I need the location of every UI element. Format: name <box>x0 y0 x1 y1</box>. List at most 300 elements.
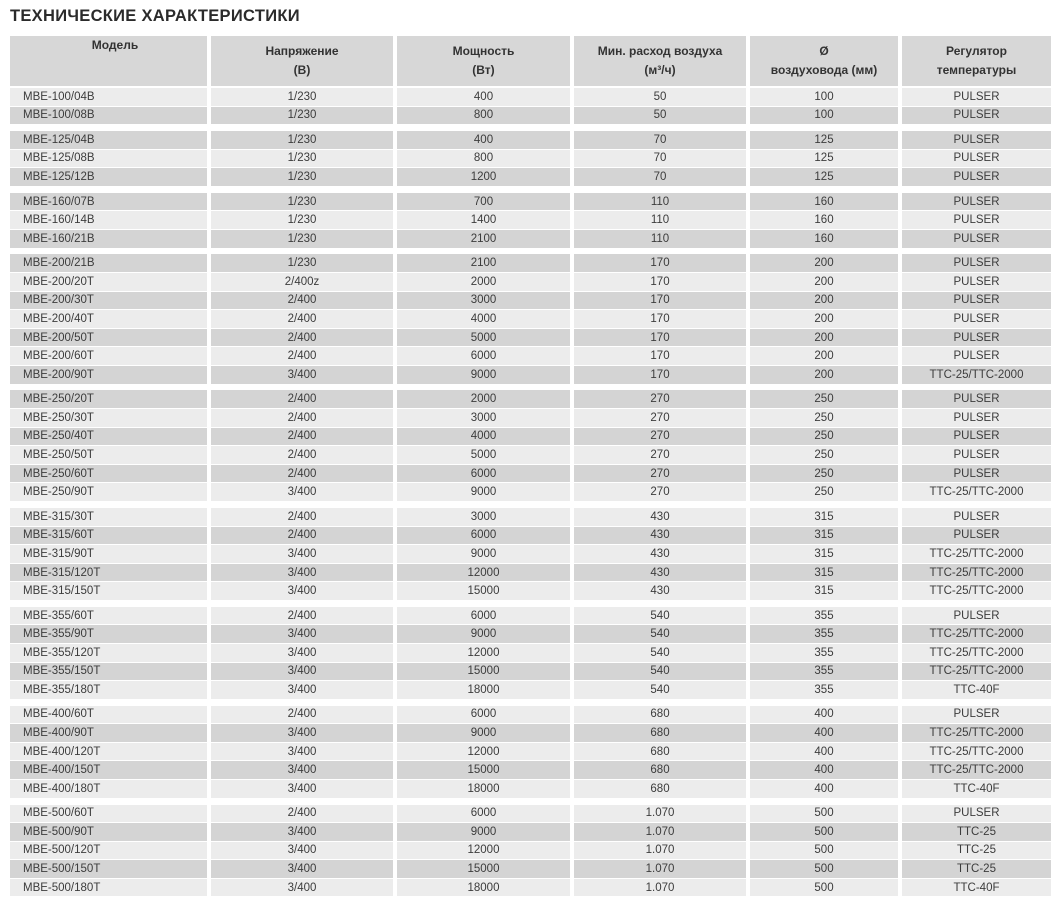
cell-airflow: 1.070 <box>574 823 750 841</box>
cell-airflow: 540 <box>574 663 750 681</box>
cell-model: MBE-355/90T <box>10 625 211 643</box>
cell-regulator: TTC-25/TTC-2000 <box>902 564 1051 582</box>
cell-regulator: PULSER <box>902 446 1051 464</box>
cell-regulator: TTC-25/TTC-2000 <box>902 724 1051 742</box>
table-row <box>10 706 1051 725</box>
cell-airflow: 270 <box>574 390 750 408</box>
cell-voltage: 2/400 <box>211 428 397 446</box>
cell-model: MBE-315/60T <box>10 527 211 545</box>
cell-voltage: 2/400 <box>211 706 397 724</box>
cell-airflow: 170 <box>574 310 750 328</box>
cell-diameter: 315 <box>750 527 902 545</box>
cell-regulator: PULSER <box>902 805 1051 823</box>
cell-diameter: 250 <box>750 390 902 408</box>
cell-power: 6000 <box>397 805 574 823</box>
cell-regulator: PULSER <box>902 107 1051 125</box>
cell-model: MBE-160/07B <box>10 193 211 211</box>
cell-model: MBE-200/40T <box>10 310 211 328</box>
cell-airflow: 110 <box>574 230 750 248</box>
cell-diameter: 500 <box>750 805 902 823</box>
cell-voltage: 3/400 <box>211 780 397 798</box>
cell-airflow: 1.070 <box>574 842 750 860</box>
table-row <box>10 230 1051 249</box>
cell-power: 9000 <box>397 625 574 643</box>
cell-model: MBE-315/120T <box>10 564 211 582</box>
cell-diameter: 250 <box>750 483 902 501</box>
cell-diameter: 250 <box>750 428 902 446</box>
table-row <box>10 527 1051 546</box>
cell-model: MBE-400/60T <box>10 706 211 724</box>
cell-power: 12000 <box>397 644 574 662</box>
cell-model: MBE-250/90T <box>10 483 211 501</box>
cell-regulator: PULSER <box>902 168 1051 186</box>
table-row <box>10 625 1051 644</box>
cell-airflow: 170 <box>574 273 750 291</box>
cell-airflow: 70 <box>574 131 750 149</box>
cell-airflow: 70 <box>574 168 750 186</box>
table-row <box>10 805 1051 824</box>
table-row <box>10 724 1051 743</box>
cell-voltage: 1/230 <box>211 107 397 125</box>
cell-power: 9000 <box>397 545 574 563</box>
cell-power: 12000 <box>397 743 574 761</box>
table-row <box>10 88 1051 107</box>
cell-voltage: 2/400 <box>211 292 397 310</box>
cell-diameter: 500 <box>750 879 902 897</box>
table-row <box>10 273 1051 292</box>
column-header-power <box>397 36 574 86</box>
cell-power: 18000 <box>397 681 574 699</box>
cell-power: 9000 <box>397 483 574 501</box>
cell-voltage: 2/400 <box>211 805 397 823</box>
column-header-line: (м³/ч) <box>644 63 676 77</box>
cell-voltage: 2/400 <box>211 347 397 365</box>
table-row <box>10 564 1051 583</box>
cell-airflow: 1.070 <box>574 805 750 823</box>
cell-power: 800 <box>397 107 574 125</box>
cell-regulator: TTC-25 <box>902 860 1051 878</box>
cell-voltage: 1/230 <box>211 211 397 229</box>
table-row <box>10 366 1051 385</box>
cell-model: MBE-250/50T <box>10 446 211 464</box>
cell-diameter: 355 <box>750 644 902 662</box>
cell-power: 2000 <box>397 273 574 291</box>
cell-regulator: PULSER <box>902 428 1051 446</box>
cell-power: 9000 <box>397 823 574 841</box>
cell-diameter: 200 <box>750 292 902 310</box>
cell-voltage: 3/400 <box>211 366 397 384</box>
cell-diameter: 160 <box>750 193 902 211</box>
cell-model: MBE-200/20T <box>10 273 211 291</box>
cell-regulator: TTC-25/TTC-2000 <box>902 545 1051 563</box>
cell-voltage: 3/400 <box>211 823 397 841</box>
table-row <box>10 211 1051 230</box>
cell-diameter: 500 <box>750 823 902 841</box>
cell-regulator: TTC-25/TTC-2000 <box>902 625 1051 643</box>
cell-regulator: TTC-25/TTC-2000 <box>902 644 1051 662</box>
cell-power: 3000 <box>397 409 574 427</box>
cell-regulator: TTC-25/TTC-2000 <box>902 483 1051 501</box>
cell-airflow: 680 <box>574 706 750 724</box>
cell-power: 4000 <box>397 428 574 446</box>
cell-model: MBE-315/150T <box>10 582 211 600</box>
cell-voltage: 2/400 <box>211 310 397 328</box>
cell-power: 3000 <box>397 508 574 526</box>
cell-airflow: 110 <box>574 211 750 229</box>
cell-diameter: 200 <box>750 310 902 328</box>
cell-model: MBE-160/14B <box>10 211 211 229</box>
cell-regulator: TTC-40F <box>902 879 1051 897</box>
cell-power: 18000 <box>397 879 574 897</box>
column-header-line: Ø <box>819 44 829 58</box>
cell-power: 18000 <box>397 780 574 798</box>
column-header-line: Модель <box>91 38 139 52</box>
cell-diameter: 125 <box>750 150 902 168</box>
cell-voltage: 2/400 <box>211 409 397 427</box>
table-row <box>10 446 1051 465</box>
cell-voltage: 3/400 <box>211 860 397 878</box>
cell-airflow: 680 <box>574 743 750 761</box>
cell-diameter: 200 <box>750 366 902 384</box>
cell-voltage: 2/400 <box>211 508 397 526</box>
cell-regulator: TTC-25/TTC-2000 <box>902 761 1051 779</box>
cell-regulator: PULSER <box>902 706 1051 724</box>
cell-voltage: 1/230 <box>211 168 397 186</box>
cell-airflow: 680 <box>574 724 750 742</box>
table-row <box>10 663 1051 682</box>
cell-power: 1400 <box>397 211 574 229</box>
cell-diameter: 250 <box>750 409 902 427</box>
cell-power: 2100 <box>397 254 574 272</box>
cell-model: MBE-500/150T <box>10 860 211 878</box>
cell-airflow: 170 <box>574 347 750 365</box>
cell-power: 2100 <box>397 230 574 248</box>
cell-diameter: 400 <box>750 743 902 761</box>
cell-diameter: 355 <box>750 607 902 625</box>
cell-regulator: TTC-25 <box>902 823 1051 841</box>
cell-diameter: 100 <box>750 107 902 125</box>
cell-regulator: PULSER <box>902 211 1051 229</box>
cell-airflow: 270 <box>574 465 750 483</box>
cell-airflow: 430 <box>574 564 750 582</box>
table-row <box>10 644 1051 663</box>
spec-table <box>10 36 1051 897</box>
cell-power: 700 <box>397 193 574 211</box>
table-row <box>10 681 1051 700</box>
cell-model: MBE-100/08B <box>10 107 211 125</box>
cell-diameter: 250 <box>750 465 902 483</box>
table-row <box>10 465 1051 484</box>
cell-model: MBE-355/120T <box>10 644 211 662</box>
cell-power: 15000 <box>397 761 574 779</box>
cell-airflow: 70 <box>574 150 750 168</box>
cell-power: 6000 <box>397 527 574 545</box>
cell-regulator: PULSER <box>902 527 1051 545</box>
table-row <box>10 193 1051 212</box>
table-row <box>10 743 1051 762</box>
cell-voltage: 1/230 <box>211 193 397 211</box>
cell-regulator: PULSER <box>902 150 1051 168</box>
column-header-voltage <box>211 36 397 86</box>
cell-regulator: PULSER <box>902 292 1051 310</box>
cell-power: 15000 <box>397 663 574 681</box>
cell-airflow: 170 <box>574 292 750 310</box>
cell-voltage: 2/400 <box>211 329 397 347</box>
cell-model: MBE-315/90T <box>10 545 211 563</box>
cell-model: MBE-125/04B <box>10 131 211 149</box>
table-row <box>10 545 1051 564</box>
cell-diameter: 100 <box>750 88 902 106</box>
cell-airflow: 270 <box>574 483 750 501</box>
cell-airflow: 1.070 <box>574 879 750 897</box>
table-row <box>10 879 1051 898</box>
cell-diameter: 200 <box>750 254 902 272</box>
cell-power: 6000 <box>397 706 574 724</box>
cell-diameter: 400 <box>750 761 902 779</box>
column-header-line: воздуховода (мм) <box>770 63 878 77</box>
cell-power: 6000 <box>397 347 574 365</box>
cell-diameter: 400 <box>750 706 902 724</box>
cell-regulator: TTC-25 <box>902 842 1051 860</box>
table-row <box>10 310 1051 329</box>
cell-voltage: 2/400 <box>211 527 397 545</box>
cell-regulator: PULSER <box>902 310 1051 328</box>
cell-voltage: 3/400 <box>211 625 397 643</box>
cell-airflow: 50 <box>574 88 750 106</box>
cell-regulator: PULSER <box>902 390 1051 408</box>
cell-voltage: 2/400 <box>211 465 397 483</box>
cell-voltage: 3/400 <box>211 681 397 699</box>
table-row <box>10 347 1051 366</box>
cell-power: 800 <box>397 150 574 168</box>
cell-model: MBE-125/08B <box>10 150 211 168</box>
cell-model: MBE-400/180T <box>10 780 211 798</box>
cell-power: 5000 <box>397 329 574 347</box>
cell-power: 5000 <box>397 446 574 464</box>
cell-diameter: 315 <box>750 545 902 563</box>
column-header-line: Мин. расход воздуха <box>597 44 723 58</box>
cell-voltage: 3/400 <box>211 564 397 582</box>
spec-table-body <box>10 88 1051 897</box>
column-header-line: (Вт) <box>472 63 495 77</box>
cell-airflow: 270 <box>574 428 750 446</box>
column-header-airflow <box>574 36 750 86</box>
cell-airflow: 430 <box>574 508 750 526</box>
cell-model: MBE-400/90T <box>10 724 211 742</box>
cell-airflow: 430 <box>574 527 750 545</box>
cell-regulator: PULSER <box>902 329 1051 347</box>
table-row <box>10 107 1051 126</box>
cell-model: MBE-200/50T <box>10 329 211 347</box>
cell-regulator: TTC-40F <box>902 780 1051 798</box>
cell-model: MBE-500/60T <box>10 805 211 823</box>
column-header-diameter <box>750 36 902 86</box>
cell-model: MBE-250/20T <box>10 390 211 408</box>
cell-power: 12000 <box>397 564 574 582</box>
cell-regulator: PULSER <box>902 131 1051 149</box>
cell-airflow: 540 <box>574 625 750 643</box>
cell-model: MBE-200/21B <box>10 254 211 272</box>
cell-model: MBE-355/60T <box>10 607 211 625</box>
cell-model: MBE-125/12B <box>10 168 211 186</box>
cell-regulator: PULSER <box>902 193 1051 211</box>
cell-model: MBE-200/90T <box>10 366 211 384</box>
cell-voltage: 1/230 <box>211 150 397 168</box>
cell-power: 6000 <box>397 607 574 625</box>
cell-power: 6000 <box>397 465 574 483</box>
cell-airflow: 270 <box>574 446 750 464</box>
column-header-line: температуры <box>936 63 1017 77</box>
cell-diameter: 200 <box>750 347 902 365</box>
cell-airflow: 430 <box>574 582 750 600</box>
cell-diameter: 315 <box>750 582 902 600</box>
cell-voltage: 3/400 <box>211 879 397 897</box>
cell-diameter: 160 <box>750 211 902 229</box>
table-row <box>10 508 1051 527</box>
cell-regulator: TTC-25/TTC-2000 <box>902 366 1051 384</box>
cell-model: MBE-250/40T <box>10 428 211 446</box>
cell-airflow: 170 <box>574 366 750 384</box>
cell-power: 15000 <box>397 582 574 600</box>
cell-model: MBE-355/150T <box>10 663 211 681</box>
cell-voltage: 3/400 <box>211 663 397 681</box>
cell-model: MBE-500/90T <box>10 823 211 841</box>
cell-model: MBE-500/180T <box>10 879 211 897</box>
cell-voltage: 3/400 <box>211 644 397 662</box>
cell-diameter: 200 <box>750 273 902 291</box>
cell-power: 15000 <box>397 860 574 878</box>
cell-voltage: 1/230 <box>211 254 397 272</box>
spec-table-header <box>10 36 1051 88</box>
cell-regulator: PULSER <box>902 347 1051 365</box>
page-title: ТЕХНИЧЕСКИЕ ХАРАКТЕРИСТИКИ <box>10 7 300 25</box>
cell-airflow: 540 <box>574 681 750 699</box>
cell-airflow: 110 <box>574 193 750 211</box>
cell-diameter: 200 <box>750 329 902 347</box>
cell-regulator: PULSER <box>902 230 1051 248</box>
cell-voltage: 3/400 <box>211 582 397 600</box>
cell-power: 400 <box>397 131 574 149</box>
table-row <box>10 780 1051 799</box>
cell-model: MBE-355/180T <box>10 681 211 699</box>
cell-voltage: 3/400 <box>211 545 397 563</box>
cell-regulator: TTC-25/TTC-2000 <box>902 743 1051 761</box>
cell-airflow: 270 <box>574 409 750 427</box>
cell-diameter: 355 <box>750 625 902 643</box>
cell-diameter: 250 <box>750 446 902 464</box>
cell-regulator: PULSER <box>902 508 1051 526</box>
table-row <box>10 823 1051 842</box>
cell-diameter: 315 <box>750 508 902 526</box>
cell-airflow: 680 <box>574 780 750 798</box>
table-row <box>10 168 1051 187</box>
cell-airflow: 170 <box>574 329 750 347</box>
column-header-line: Напряжение <box>265 44 339 58</box>
cell-voltage: 2/400 <box>211 446 397 464</box>
table-row <box>10 582 1051 601</box>
cell-regulator: PULSER <box>902 254 1051 272</box>
table-row <box>10 254 1051 273</box>
cell-power: 9000 <box>397 366 574 384</box>
cell-voltage: 3/400 <box>211 743 397 761</box>
cell-diameter: 355 <box>750 663 902 681</box>
cell-power: 2000 <box>397 390 574 408</box>
cell-model: MBE-200/60T <box>10 347 211 365</box>
cell-airflow: 1.070 <box>574 860 750 878</box>
cell-power: 3000 <box>397 292 574 310</box>
cell-voltage: 3/400 <box>211 761 397 779</box>
column-header-line: Мощность <box>452 44 515 58</box>
table-row <box>10 150 1051 169</box>
cell-model: MBE-400/120T <box>10 743 211 761</box>
cell-diameter: 160 <box>750 230 902 248</box>
table-row <box>10 483 1051 502</box>
table-row <box>10 390 1051 409</box>
cell-airflow: 540 <box>574 607 750 625</box>
cell-power: 400 <box>397 88 574 106</box>
table-row <box>10 761 1051 780</box>
cell-voltage: 1/230 <box>211 230 397 248</box>
cell-model: MBE-250/30T <box>10 409 211 427</box>
table-row <box>10 607 1051 626</box>
cell-diameter: 125 <box>750 168 902 186</box>
cell-regulator: TTC-25/TTC-2000 <box>902 663 1051 681</box>
table-row <box>10 131 1051 150</box>
cell-regulator: TTC-25/TTC-2000 <box>902 582 1051 600</box>
cell-regulator: PULSER <box>902 409 1051 427</box>
cell-voltage: 1/230 <box>211 131 397 149</box>
cell-diameter: 400 <box>750 724 902 742</box>
cell-power: 9000 <box>397 724 574 742</box>
cell-regulator: PULSER <box>902 88 1051 106</box>
cell-model: MBE-500/120T <box>10 842 211 860</box>
cell-power: 4000 <box>397 310 574 328</box>
table-row <box>10 842 1051 861</box>
cell-model: MBE-315/30T <box>10 508 211 526</box>
table-row <box>10 428 1051 447</box>
table-row <box>10 860 1051 879</box>
table-row <box>10 409 1051 428</box>
cell-diameter: 500 <box>750 860 902 878</box>
cell-voltage: 1/230 <box>211 88 397 106</box>
cell-airflow: 540 <box>574 644 750 662</box>
cell-voltage: 3/400 <box>211 483 397 501</box>
cell-voltage: 3/400 <box>211 724 397 742</box>
column-header-model <box>10 36 211 86</box>
cell-regulator: TTC-40F <box>902 681 1051 699</box>
cell-diameter: 355 <box>750 681 902 699</box>
cell-airflow: 680 <box>574 761 750 779</box>
cell-airflow: 170 <box>574 254 750 272</box>
cell-model: MBE-160/21B <box>10 230 211 248</box>
column-header-line: (В) <box>293 63 311 77</box>
cell-power: 12000 <box>397 842 574 860</box>
cell-voltage: 2/400z <box>211 273 397 291</box>
cell-regulator: PULSER <box>902 465 1051 483</box>
cell-model: MBE-250/60T <box>10 465 211 483</box>
cell-model: MBE-100/04B <box>10 88 211 106</box>
cell-airflow: 430 <box>574 545 750 563</box>
cell-diameter: 500 <box>750 842 902 860</box>
table-row <box>10 292 1051 311</box>
column-header-line: Регулятор <box>946 44 1007 58</box>
cell-diameter: 400 <box>750 780 902 798</box>
cell-regulator: PULSER <box>902 607 1051 625</box>
cell-voltage: 3/400 <box>211 842 397 860</box>
cell-diameter: 315 <box>750 564 902 582</box>
cell-airflow: 50 <box>574 107 750 125</box>
cell-power: 1200 <box>397 168 574 186</box>
